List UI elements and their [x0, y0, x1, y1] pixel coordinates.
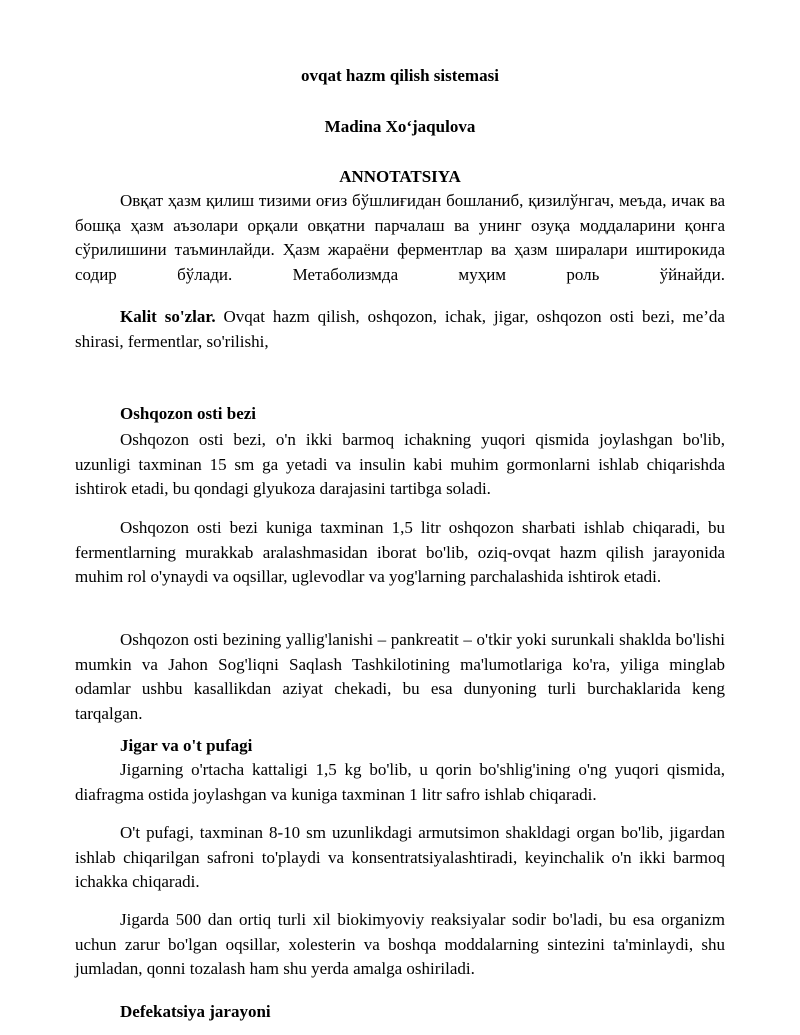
section-heading: Defekatsiya jarayoni	[120, 1002, 271, 1021]
paragraph: Oshqozon osti bezi, o'n ikki barmoq ichakning yuqori qismida joylashgan bo'lib, uzunligi taxminan 15 sm ga yetadi va insulin kabi muhim gormonlarni ishlab chiqarishda ishtirok etadi, bu qondagi glyukoza darajasini tartibga soladi.	[75, 430, 725, 498]
annotation-paragraph: Овқат ҳазм қилиш тизими оғиз бўшлиғидан бошланиб, қизилўнгач, меъда, ичак ва бошқа ҳазм аъзолари орқали овқатни парчалаш ва унинг озуқа моддаларини қонга сўрилишини таъминлайди. Ҳазм жараёни ферментлар ва ҳазм ширалари иштирокида содир бўлади. Метаболизмда муҳим роль ўйнайди.	[75, 191, 725, 284]
section-heading: Jigar va o't pufagi	[120, 736, 253, 755]
keywords-label: Kalit so'zlar.	[120, 307, 216, 326]
paragraph: Oshqozon osti bezining yallig'lanishi – pankreatit – o'tkir yoki surunkali shaklda bo'lishi mumkin va Jahon Sog'liqni Saqlash Tashkilotining ma'lumotlariga ko'ra, yiliga minglab odamlar ushbu kasallikdan aziyat chekadi, bu esa dunyoning turli burchaklarida keng tarqalgan.	[75, 630, 725, 723]
document-title: ovqat hazm qilish sistemasi	[301, 66, 499, 85]
paragraph: Jigarda 500 dan ortiq turli xil biokimyoviy reaksiyalar sodir bo'ladi, bu esa organizm uchun zarur bo'lgan oqsillar, xolesterin va boshqa moddalarning sintezini ta'minlaydi, shu jumladan, qonni tozalash ham shu yerda amalga oshiriladi.	[75, 910, 725, 978]
author-name: Madina Xo‘jaqulova	[324, 117, 476, 136]
annotation-heading: ANNOTATSIYA	[339, 167, 461, 186]
section-heading: Oshqozon osti bezi	[120, 404, 257, 423]
keywords-text: Ovqat hazm qilish, oshqozon, ichak, jigar, oshqozon osti bezi, me’da shirasi, fermentlar, so'rilishi,	[75, 307, 725, 351]
keywords-paragraph	[75, 305, 725, 354]
paragraph: Oshqozon osti bezi kuniga taxminan 1,5 litr oshqozon sharbati ishlab chiqaradi, bu fermentlarning murakkab aralashmasidan iborat bo'lib, oziq-ovqat hazm qilish jarayonida muhim rol o'ynaydi va oqsillar, uglevodlar va yog'larning parchalashida ishtirok etadi.	[75, 518, 725, 586]
paragraph: Jigarning o'rtacha kattaligi 1,5 kg bo'lib, u qorin bo'shlig'ining o'ng yuqori qismida, diafragma ostida joylashgan va kuniga taxminan 1 litr safro ishlab chiqaradi.	[75, 760, 725, 804]
paragraph: O't pufagi, taxminan 8-10 sm uzunlikdagi armutsimon shakldagi organ bo'lib, jigardan ishlab chiqarilgan safroni to'playdi va konsentratsiyalashtiradi, keyinchalik o'n ikki barmoq ichakka chiqaradi.	[75, 823, 725, 891]
